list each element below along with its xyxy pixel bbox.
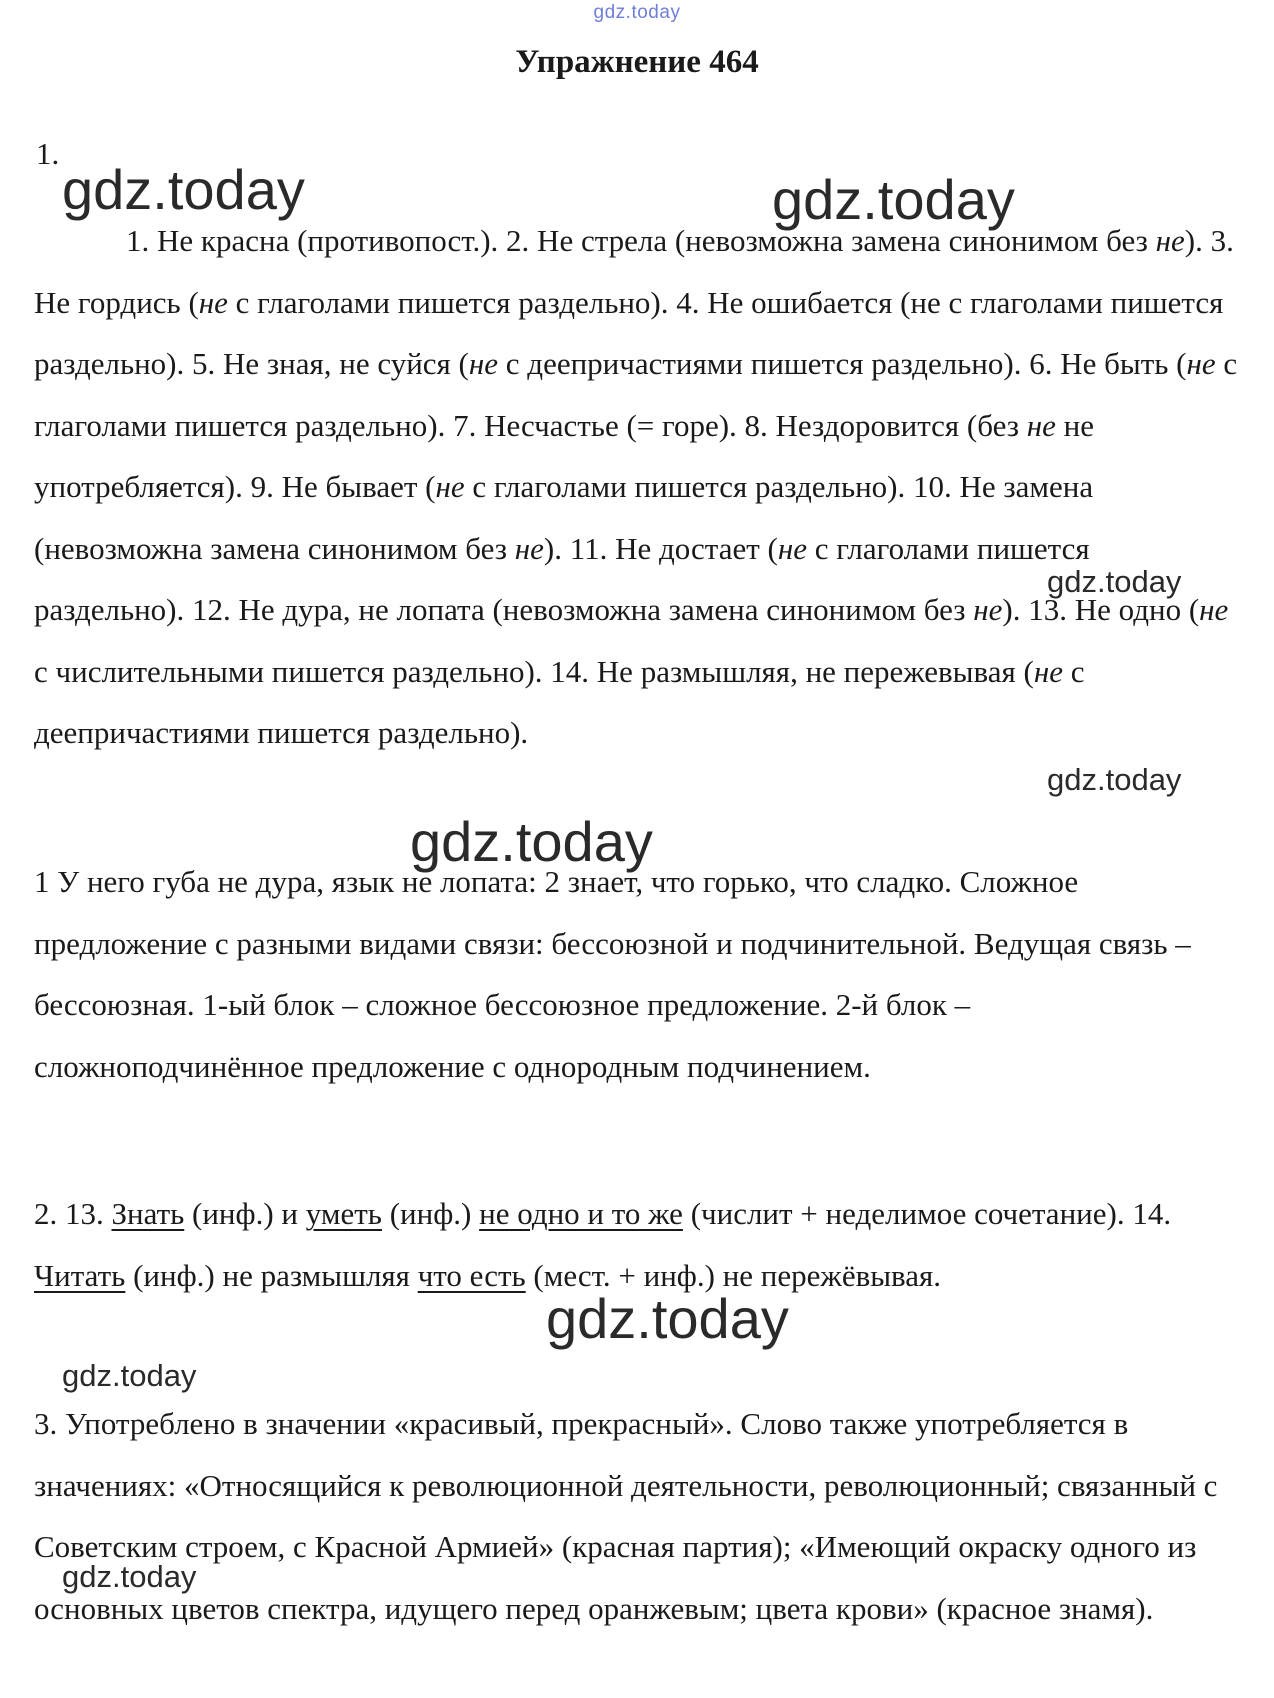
italic-particle: не	[198, 284, 228, 320]
sentence-analysis-paragraph	[34, 851, 1244, 1097]
text-run: с глаголами пишется раздельно). 12. Не дура, не лопата (невозможна замена синонимом без	[34, 530, 1090, 627]
watermark: gdz.today	[410, 810, 653, 873]
text-run: (числит + неделимое сочетание). 14.	[682, 1196, 1172, 1231]
text-run: с числительными пишется раздельно). 14. Не размышляя, не пережевывая (	[34, 653, 1034, 689]
text-run: (мест. + инф.) не пережёвывая.	[525, 1257, 942, 1293]
italic-particle: не	[1033, 653, 1063, 689]
watermark: gdz.today	[1047, 762, 1182, 797]
text-run: 1 У него губа не дура, язык не лопата: 2 знает, что горько, что сладко. Сложное предложение с разными видами связи: бессоюзной и подчинительной. Ведущая связь – бессоюзная. 1-ый блок – сложное бессоюзное предложение. 2-й блок – сложноподчинённое предложение с однородным подчинением.	[34, 864, 1191, 1084]
text-run: 3. Употреблено в значении «красивый, прекрасный». Слово также употребляется в значениях: «Относящийся к революционной деятельности, революционный; связанный с Советским строем, с Красной Армией» (красная партия); «Имеющий окраску одного из основных цветов спектра, идущего перед оранжевым; цвета крови» (красное знамя).	[34, 1406, 1218, 1626]
watermark: gdz.today	[62, 1559, 197, 1594]
text-run: не употребляется). 9. Не бывает (	[34, 407, 1095, 504]
watermark: gdz.today	[62, 158, 305, 221]
text-run: (инф.) не размышляя	[125, 1257, 418, 1293]
underlined-term: не одно и то же	[479, 1196, 683, 1231]
top-watermark: gdz.today	[593, 2, 681, 23]
italic-particle: не	[514, 530, 544, 566]
underlined-term: что есть	[417, 1257, 526, 1293]
underlined-term: Знать	[111, 1196, 185, 1231]
text-run: с глаголами пишется раздельно). 7. Несчастье (= горе). 8. Нездоровится (без	[34, 346, 1238, 443]
italic-particle: не	[1155, 223, 1185, 258]
answer-paragraph-3	[34, 1393, 1244, 1639]
watermark: gdz.today	[62, 1358, 197, 1393]
italic-particle: не	[1199, 592, 1229, 627]
text-run: с деепричастиями пишется раздельно).	[34, 653, 1085, 750]
text-run: ). 3. Не гордись (	[34, 223, 1234, 320]
italic-particle: не	[1026, 407, 1056, 443]
text-run: ). 13. Не одно (	[1002, 592, 1200, 627]
page-title: Упражнение 464	[515, 44, 759, 80]
section-number: 1.	[36, 136, 60, 171]
text-run: ). 11. Не достает (	[543, 530, 778, 566]
underlined-term: уметь	[305, 1196, 382, 1231]
text-run: с деепричастиями пишется раздельно). 6. Не быть (	[498, 346, 1187, 381]
text-run: с глаголами пишется раздельно). 4. Не ошибается (не с глаголами пишется раздельно). 5. Не зная, не суйся (	[34, 284, 1224, 381]
watermark: gdz.today	[546, 1287, 789, 1350]
text-run: с глаголами пишется раздельно). 10. Не замена (невозможна замена синонимом без	[34, 469, 1094, 566]
underlined-term: Читать	[34, 1257, 126, 1293]
text-run: (инф.) и	[184, 1196, 306, 1231]
italic-particle: не	[777, 530, 807, 566]
watermark: gdz.today	[1047, 564, 1182, 599]
answer-paragraph-2	[34, 1183, 1244, 1306]
text-run: (инф.)	[381, 1196, 480, 1231]
answer-paragraph-1	[34, 210, 1244, 764]
italic-particle: не	[468, 346, 499, 381]
italic-particle: не	[435, 469, 465, 504]
italic-particle: не	[973, 592, 1003, 627]
italic-particle: не	[1186, 346, 1216, 381]
watermark: gdz.today	[772, 168, 1015, 231]
text-run: 1. Не красна (противопост.). 2. Не стрела (невозможна замена синонимом без	[126, 223, 1156, 258]
text-run: 2. 13.	[34, 1196, 112, 1231]
